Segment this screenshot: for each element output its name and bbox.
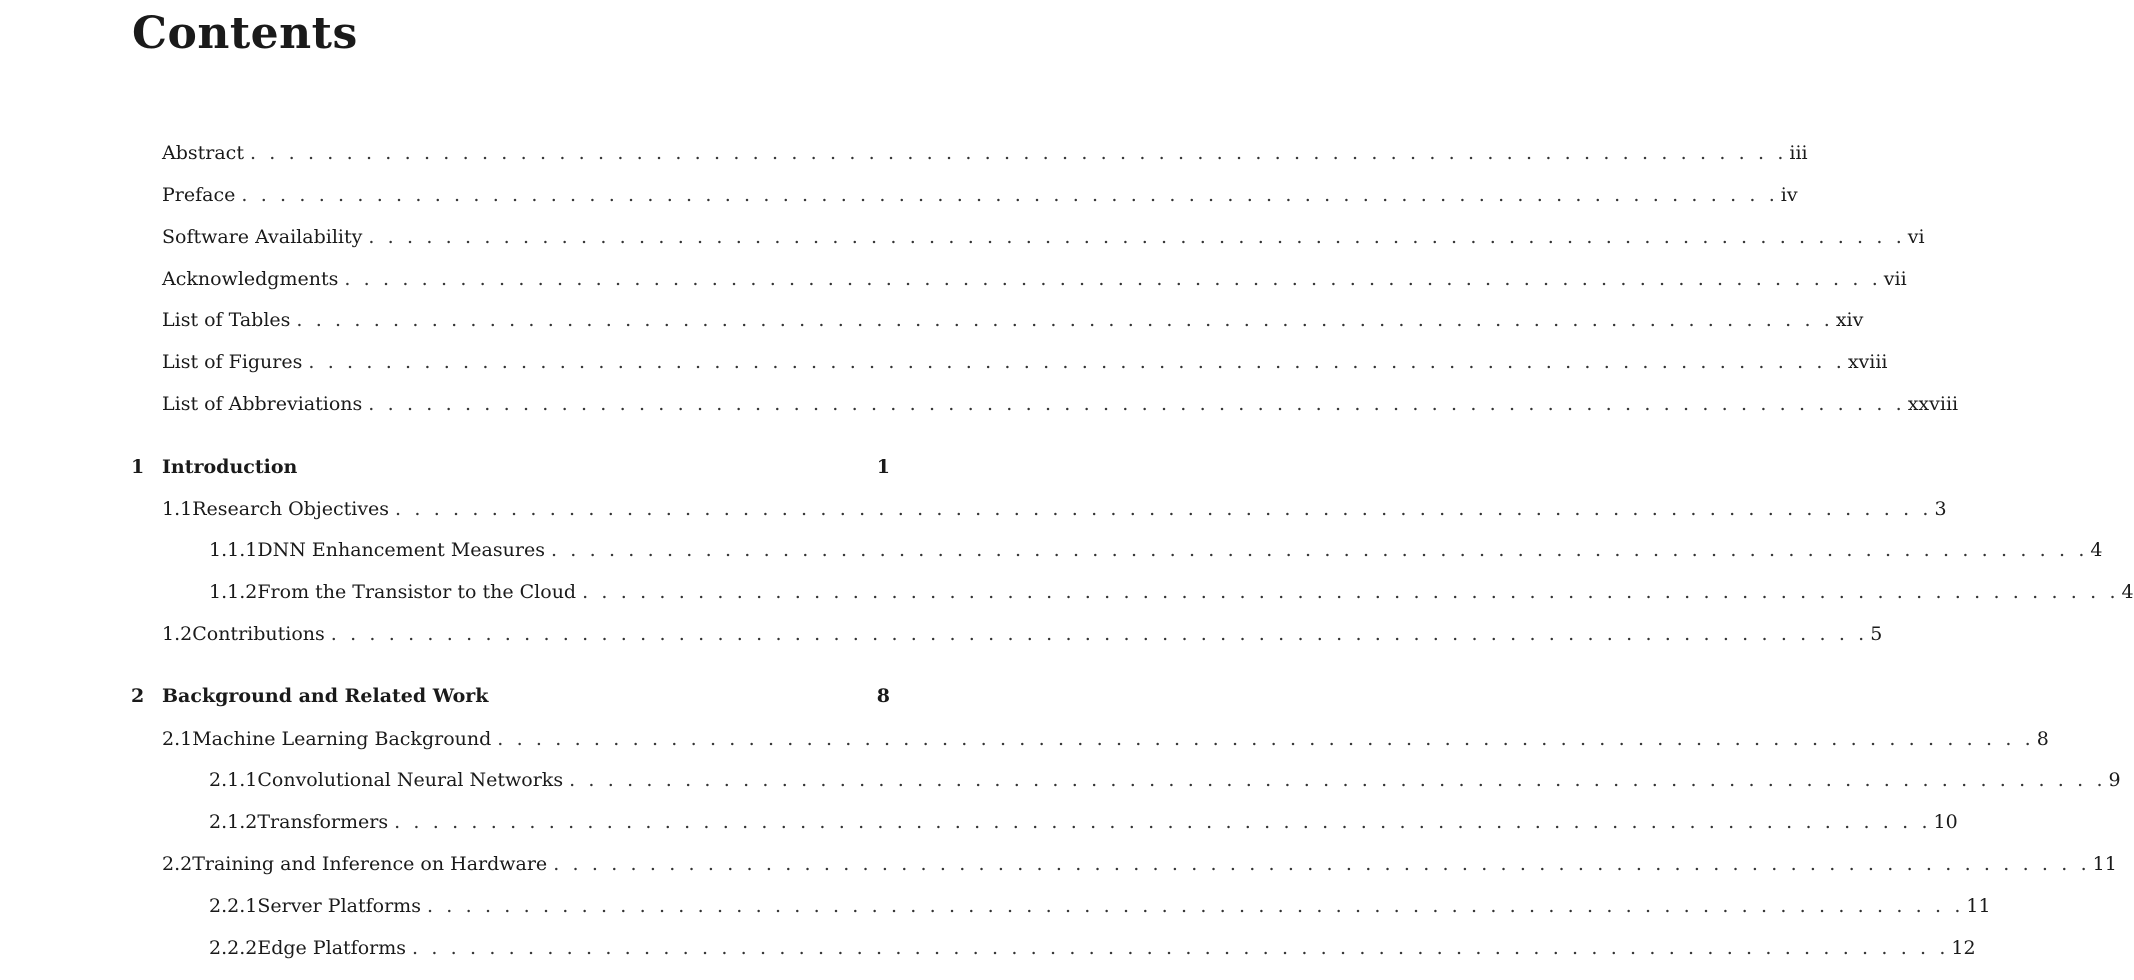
toc-entry-software-availability[interactable] [162, 225, 1925, 249]
subsection-title: Transformers [257, 811, 389, 833]
toc-entry-page: iii [1789, 142, 1808, 164]
section-number: 2.2 [162, 853, 193, 875]
section-page: 8 [2036, 728, 2049, 750]
toc-chapter-background[interactable] [131, 684, 890, 708]
subsection-title: DNN Enhancement Measures [257, 539, 545, 561]
subsection-title: Convolutional Neural Networks [257, 769, 564, 791]
dot-leader: . . . . . . . . . . . . . . . . . . . . . . . . . . . . . . . . . . . . . . . . . . . . . . . . . . . . . . . . . . . . . . . . . . . . . . . . . . . . . . . . [426, 895, 1961, 917]
section-page: 11 [2092, 853, 2117, 875]
subsection-title: Server Platforms [257, 895, 421, 917]
chapter-page: 1 [876, 456, 890, 478]
toc-entry-title: Abstract [162, 142, 244, 164]
subsection-page: 9 [2108, 769, 2121, 791]
subsection-page: 4 [2121, 581, 2134, 603]
toc-entry-list-of-tables[interactable] [162, 308, 1864, 332]
dot-leader: . . . . . . . . . . . . . . . . . . . . . . . . . . . . . . . . . . . . . . . . . . . . . . . . . . . . . . . . . . . . . . . . . . . . . . . . . . . . . . . . [330, 623, 1865, 645]
toc-subsection-2-2-2[interactable] [209, 936, 1976, 960]
section-number: 1.2 [162, 623, 193, 645]
subsection-page: 12 [1951, 937, 1976, 959]
subsection-number: 1.1.2 [209, 581, 258, 603]
subsection-number: 1.1.1 [209, 539, 258, 561]
chapter-title: Background and Related Work [162, 685, 489, 707]
chapter-number: 2 [131, 685, 145, 707]
toc-entry-title: List of Tables [162, 309, 291, 331]
dot-leader: . . . . . . . . . . . . . . . . . . . . . . . . . . . . . . . . . . . . . . . . . . . . . . . . . . . . . . . . . . . . . . . . . . . . . . . . . . . . . . . . [394, 811, 1928, 833]
dot-leader: . . . . . . . . . . . . . . . . . . . . . . . . . . . . . . . . . . . . . . . . . . . . . . . . . . . . . . . . . . . . . . . . . . . . . . . . . . . . . . . . [368, 393, 1902, 415]
page-title: Contents [132, 8, 358, 59]
section-page: 3 [1934, 498, 1947, 520]
dot-leader: . . . . . . . . . . . . . . . . . . . . . . . . . . . . . . . . . . . . . . . . . . . . . . . . . . . . . . . . . . . . . . . . . . . . . . . . . . . . . . . . [249, 142, 1784, 164]
toc-entry-page: xxviii [1907, 393, 1959, 415]
chapter-title: Introduction [162, 456, 298, 478]
toc-subsection-1-1-1[interactable] [209, 538, 2103, 562]
toc-entry-preface[interactable] [162, 183, 1798, 207]
section-page: 5 [1870, 623, 1883, 645]
toc-entry-page: vi [1907, 226, 1925, 248]
subsection-title: Edge Platforms [257, 937, 406, 959]
chapter-page: 8 [876, 685, 890, 707]
dot-leader: . . . . . . . . . . . . . . . . . . . . . . . . . . . . . . . . . . . . . . . . . . . . . . . . . . . . . . . . . . . . . . . . . . . . . . . . . . . . . . . . [550, 539, 2085, 561]
subsection-page: 11 [1966, 895, 1991, 917]
subsection-number: 2.1.1 [209, 769, 258, 791]
toc-entry-page: vii [1883, 268, 1907, 290]
dot-leader: . . . . . . . . . . . . . . . . . . . . . . . . . . . . . . . . . . . . . . . . . . . . . . . . . . . . . . . . . . . . . . . . . . . . . . . . . . . . . . . . [582, 581, 2116, 603]
toc-entry-title: Software Availability [162, 226, 363, 248]
toc-subsection-2-1-1[interactable] [209, 768, 2121, 792]
section-title: Contributions [192, 623, 325, 645]
section-title: Machine Learning Background [192, 728, 492, 750]
toc-entry-list-of-figures[interactable] [162, 350, 1888, 374]
dot-leader: . . . . . . . . . . . . . . . . . . . . . . . . . . . . . . . . . . . . . . . . . . . . . . . . . . . . . . . . . . . . . . . . . . . . . . . . . . . . . . . . [368, 226, 1902, 248]
dot-leader: . . . . . . . . . . . . . . . . . . . . . . . . . . . . . . . . . . . . . . . . . . . . . . . . . . . . . . . . . . . . . . . . . . . . . . . . . . . . . . . . [296, 309, 1830, 331]
toc-entry-title: Acknowledgments [162, 268, 339, 290]
dot-leader: . . . . . . . . . . . . . . . . . . . . . . . . . . . . . . . . . . . . . . . . . . . . . . . . . . . . . . . . . . . . . . . . . . . . . . . . . . . . . . . . [411, 937, 1946, 959]
toc-entry-page: xiv [1835, 309, 1864, 331]
toc-entry-acknowledgments[interactable] [162, 267, 1907, 291]
dot-leader: . . . . . . . . . . . . . . . . . . . . . . . . . . . . . . . . . . . . . . . . . . . . . . . . . . . . . . . . . . . . . . . . . . . . . . . . . . . . . . . . [569, 769, 2103, 791]
toc-subsection-2-2-1[interactable] [209, 894, 1991, 918]
toc-entry-list-of-abbreviations[interactable] [162, 392, 1959, 416]
subsection-page: 4 [2090, 539, 2103, 561]
subsection-number: 2.2.2 [209, 937, 258, 959]
subsection-number: 2.2.1 [209, 895, 258, 917]
toc-subsection-1-1-2[interactable] [209, 580, 2134, 604]
dot-leader: . . . . . . . . . . . . . . . . . . . . . . . . . . . . . . . . . . . . . . . . . . . . . . . . . . . . . . . . . . . . . . . . . . . . . . . . . . . . . . . . [395, 498, 1929, 520]
toc-section-1-1[interactable] [162, 497, 1947, 521]
toc-entry-title: List of Abbreviations [162, 393, 363, 415]
dot-leader: . . . . . . . . . . . . . . . . . . . . . . . . . . . . . . . . . . . . . . . . . . . . . . . . . . . . . . . . . . . . . . . . . . . . . . . . . . . . . . . . [344, 268, 1878, 290]
subsection-page: 10 [1933, 811, 1958, 833]
toc-entry-page: xviii [1847, 351, 1888, 373]
section-number: 2.1 [162, 728, 193, 750]
toc-entry-page: iv [1780, 184, 1798, 206]
toc-entry-abstract[interactable] [162, 141, 1808, 165]
dot-leader: . . . . . . . . . . . . . . . . . . . . . . . . . . . . . . . . . . . . . . . . . . . . . . . . . . . . . . . . . . . . . . . . . . . . . . . . . . . . . . . . [497, 728, 2031, 750]
section-title: Research Objectives [192, 498, 390, 520]
section-number: 1.1 [162, 498, 193, 520]
dot-leader: . . . . . . . . . . . . . . . . . . . . . . . . . . . . . . . . . . . . . . . . . . . . . . . . . . . . . . . . . . . . . . . . . . . . . . . . . . . . . . . . [241, 184, 1775, 206]
section-title: Training and Inference on Hardware [192, 853, 548, 875]
toc-subsection-2-1-2[interactable] [209, 810, 1958, 834]
subsection-number: 2.1.2 [209, 811, 258, 833]
toc-chapter-introduction[interactable] [131, 455, 890, 479]
toc-section-1-2[interactable] [162, 622, 1883, 646]
toc-entry-title: Preface [162, 184, 236, 206]
toc-entry-title: List of Figures [162, 351, 303, 373]
subsection-title: From the Transistor to the Cloud [257, 581, 577, 603]
toc-section-2-1[interactable] [162, 727, 2049, 751]
toc-section-2-2[interactable] [162, 852, 2117, 876]
dot-leader: . . . . . . . . . . . . . . . . . . . . . . . . . . . . . . . . . . . . . . . . . . . . . . . . . . . . . . . . . . . . . . . . . . . . . . . . . . . . . . . . [308, 351, 1842, 373]
chapter-number: 1 [131, 456, 145, 478]
dot-leader: . . . . . . . . . . . . . . . . . . . . . . . . . . . . . . . . . . . . . . . . . . . . . . . . . . . . . . . . . . . . . . . . . . . . . . . . . . . . . . . . [553, 853, 2087, 875]
